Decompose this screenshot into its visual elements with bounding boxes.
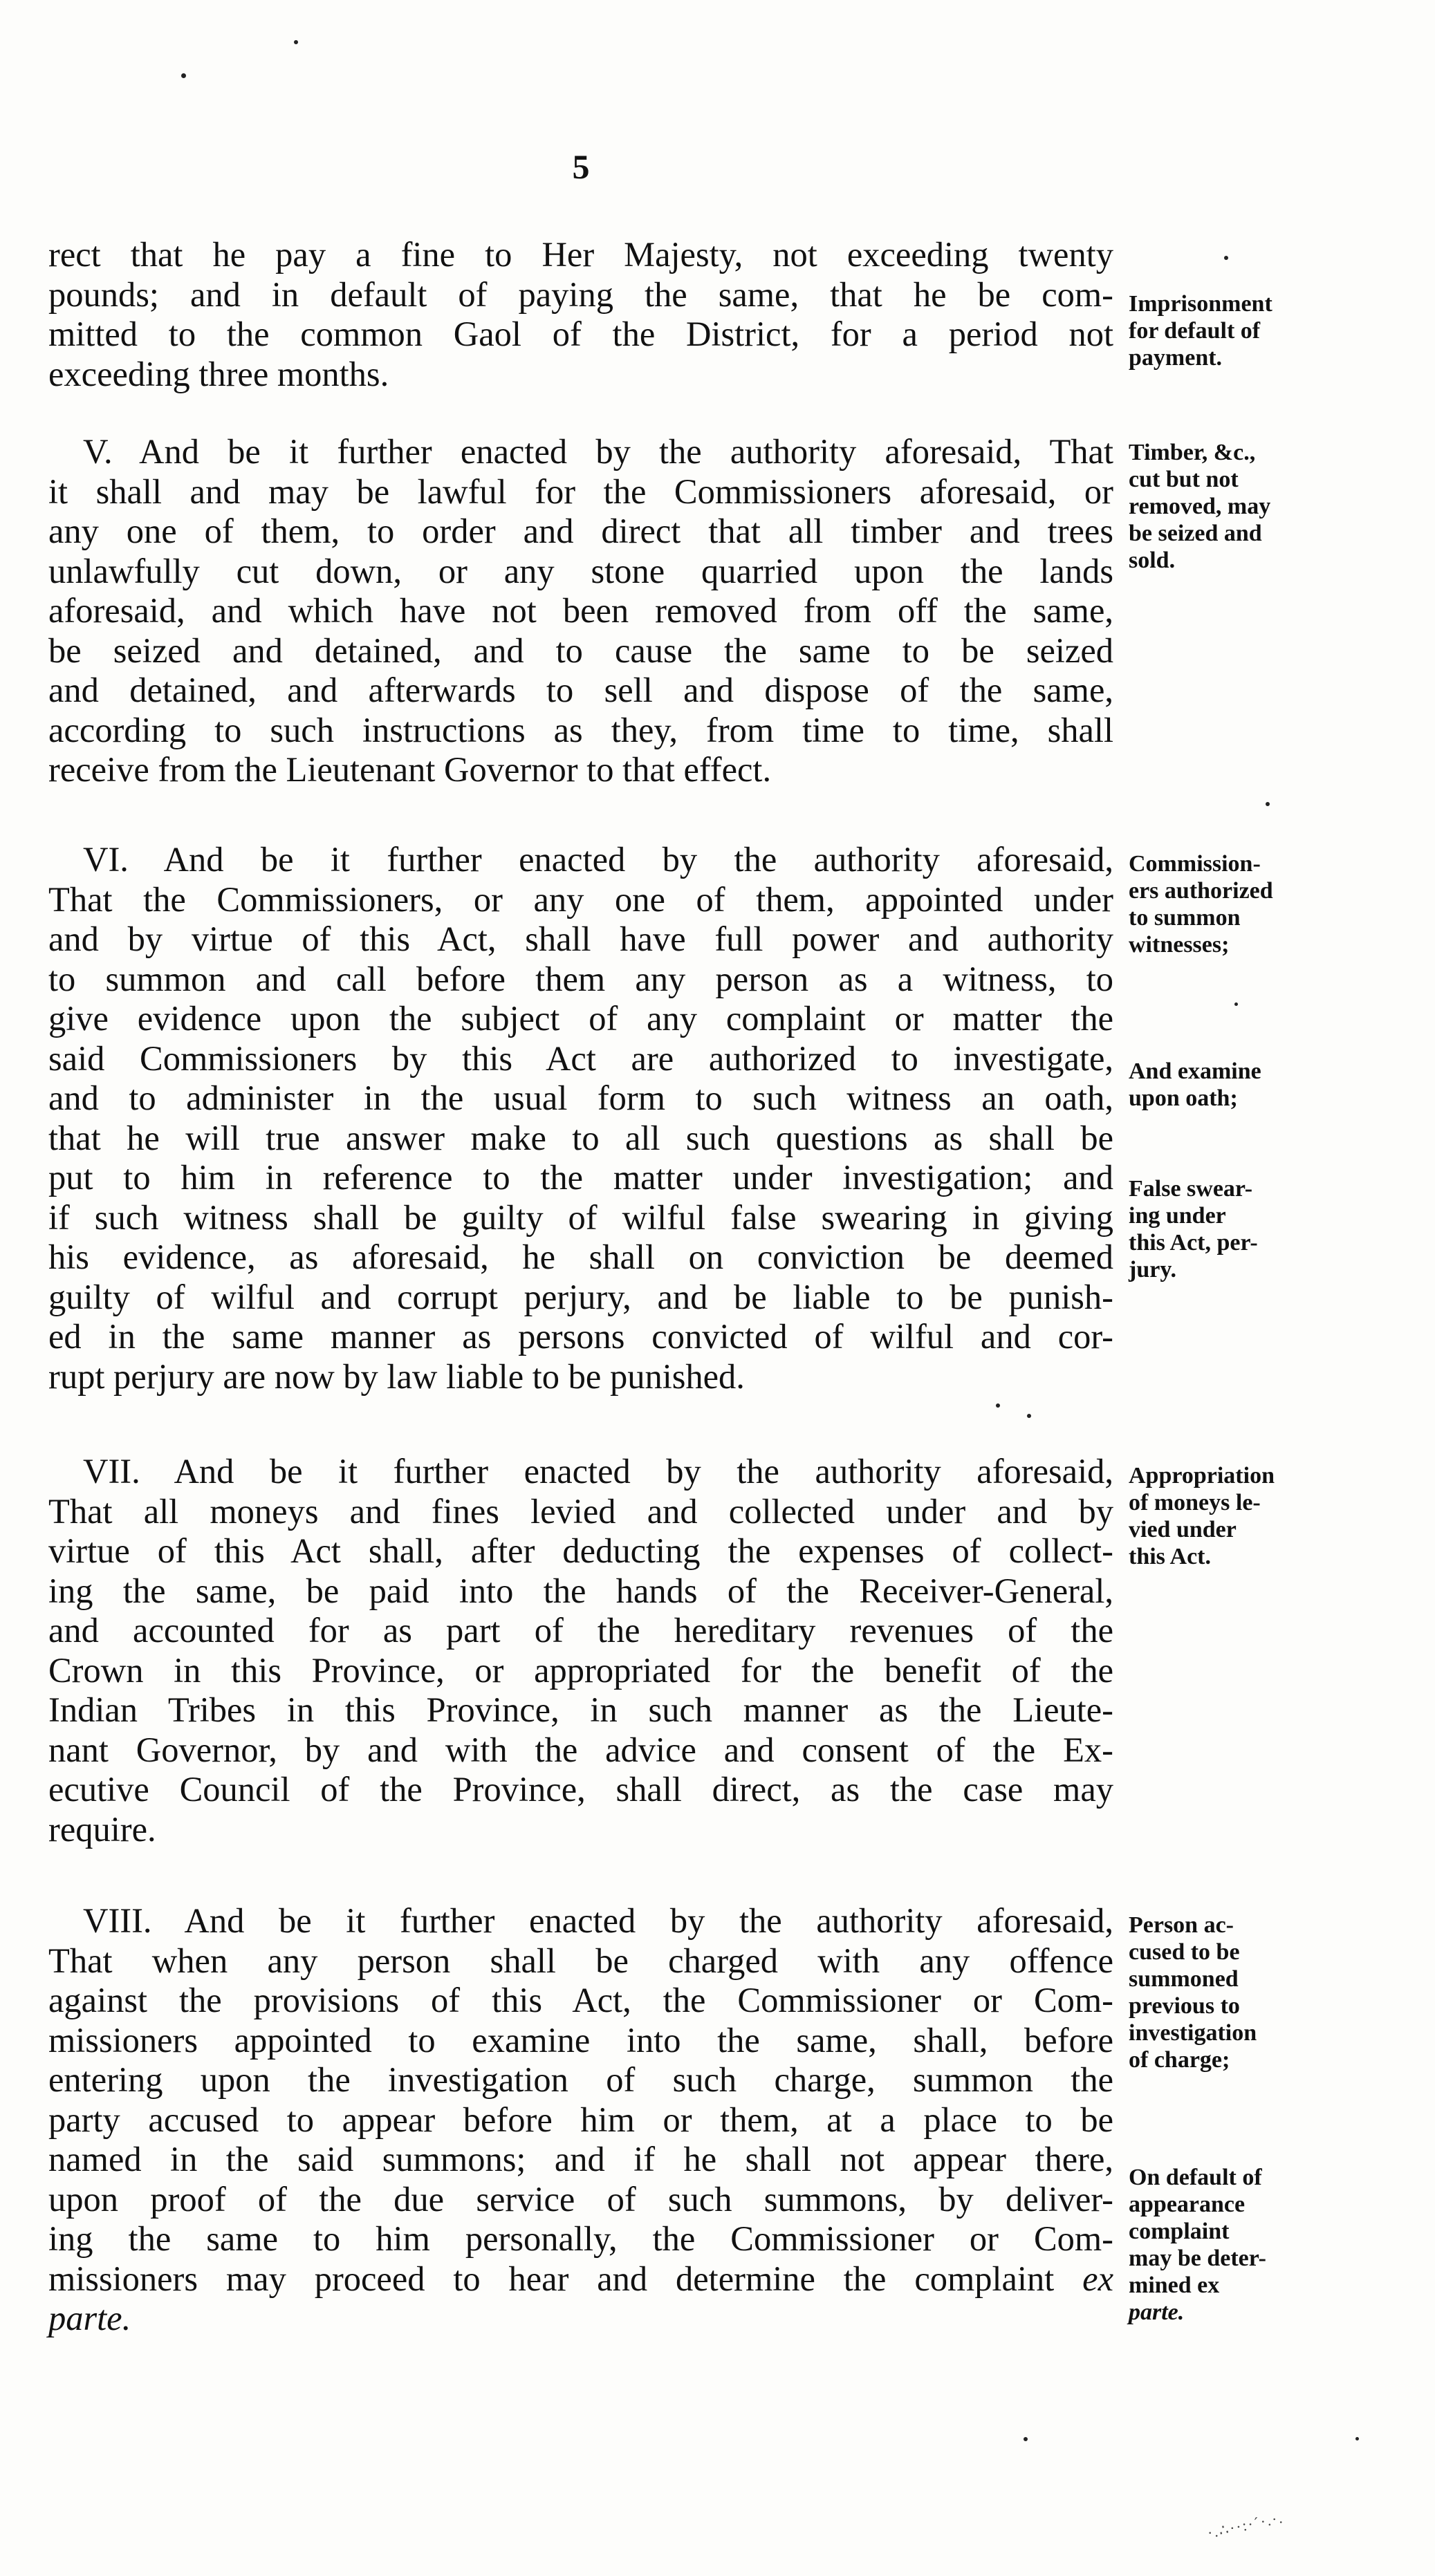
ink-speck [294, 40, 298, 44]
text-line: to summon and call before them any person as a witness, to [48, 959, 1113, 998]
ink-speck [1024, 2437, 1028, 2441]
text-line: exceeding three months. [48, 354, 389, 393]
text-line: VIII. And be it further enacted by the authority aforesaid, [83, 1901, 1113, 1940]
sidenote-person-accused [1129, 1912, 1405, 2073]
text-line: pounds; and in default of paying the same, that he be com- [48, 274, 1113, 314]
sidenote-line: cut but not [1129, 467, 1239, 492]
text-line: his evidence, as aforesaid, he shall on conviction be deemed [48, 1238, 1113, 1276]
ink-speck [181, 73, 186, 78]
ink-speck [1355, 2437, 1359, 2440]
text-line: if such witness shall be guilty of wilful false swearing in giving [48, 1197, 1113, 1237]
text-line: and by virtue of this Act, shall have full power and authority [48, 920, 1113, 958]
text-line: VI. And be it further enacted by the authority aforesaid, [83, 840, 1113, 879]
text-line: be seized and detained, and to cause the same to be seized [48, 631, 1113, 670]
sidenote-line: Appropriation [1129, 1463, 1275, 1488]
ink-speck [1224, 256, 1228, 260]
text-line: according to such instructions as they, from time to time, shall [48, 710, 1113, 749]
text-line: V. And be it further enacted by the authority aforesaid, That [83, 432, 1113, 471]
text-line: and to administer in the usual form to such witness an oath, [48, 1079, 1113, 1117]
sidenote-line: of moneys le- [1129, 1490, 1261, 1515]
sidenote-line: for default of [1129, 318, 1261, 344]
text-line: ed in the same manner as persons convicted of wilful and cor- [48, 1317, 1113, 1356]
text-line: and detained, and afterwards to sell and dispose of the same, [48, 671, 1113, 709]
text-line: party accused to appear before him or them, at a place to be [48, 2100, 1113, 2139]
text-line: Indian Tribes in this Province, in such manner as the Lieute- [48, 1690, 1113, 1729]
sidenote-line: ing under [1129, 1203, 1226, 1229]
text-line: rect that he pay a fine to Her Majesty, not exceeding twenty [48, 235, 1113, 274]
text-line: mitted to the common Gaol of the District, for a period not [48, 315, 1113, 353]
sidenote-line: removed, may [1129, 494, 1271, 519]
text-line: give evidence upon the subject of any complaint or matter the [48, 999, 1113, 1038]
text-line: require. [48, 1809, 156, 1849]
text-line: VII. And be it further enacted by the authority aforesaid, [83, 1452, 1113, 1491]
text-line: Crown in this Province, or appropriated for the benefit of the [48, 1650, 1113, 1690]
sidenote-line: parte. [1129, 2299, 1185, 2325]
text-line: ecutive Council of the Province, shall direct, as the case may [48, 1770, 1113, 1809]
sidenote-line: may be deter- [1129, 2246, 1266, 2271]
text-line: ing the same, be paid into the hands of the Receiver-General, [48, 1571, 1113, 1610]
sidenote-line: ers authorized [1129, 878, 1273, 904]
paragraph-section-vi [48, 840, 1113, 1397]
scan-smudge: ·.∴··:·´·.·. [1205, 2508, 1286, 2542]
text-line: that he will true answer make to all such questions as shall be [48, 1118, 1113, 1157]
sidenote-line: jury. [1129, 1257, 1176, 1282]
text-line: and accounted for as part of the hereditary revenues of the [48, 1611, 1113, 1650]
text-line: missioners appointed to examine into the same, shall, before [48, 2020, 1113, 2060]
sidenote-line: this Act. [1129, 1544, 1211, 1569]
text-line: put to him in reference to the matter under investigation; and [48, 1158, 1113, 1197]
sidenote-line: False swear- [1129, 1176, 1253, 1202]
paragraph-section-v [48, 432, 1113, 790]
paragraph-section-vii [48, 1452, 1113, 1849]
sidenote-line: mined ex [1129, 2272, 1220, 2298]
text-line: ing the same to him personally, the Commissioner or Com- [48, 2219, 1113, 2258]
text-line: receive from the Lieutenant Governor to that effect. [48, 750, 772, 789]
text-line [48, 2299, 1113, 2339]
text-line-body: missioners may proceed to hear and determine the complaint [48, 2259, 1055, 2298]
text-line: said Commissioners by this Act are authorized to investigate, [48, 1038, 1113, 1078]
sidenote-line: of charge; [1129, 2047, 1230, 2073]
sidenote-line: be seized and [1129, 521, 1262, 546]
text-line [48, 2259, 1113, 2299]
text-line: aforesaid, and which have not been removed from off the same, [48, 591, 1113, 630]
ink-speck [1234, 1002, 1238, 1006]
italic-term: parte. [48, 2299, 131, 2337]
sidenote-line: Timber, &c., [1129, 440, 1256, 465]
text-line: nant Governor, by and with the advice and consent of the Ex- [48, 1730, 1113, 1769]
sidenote-line: cused to be [1129, 1939, 1240, 1965]
sidenote-line: On default of [1129, 2165, 1262, 2190]
text-line: unlawfully cut down, or any stone quarried upon the lands [48, 551, 1113, 590]
sidenote-imprisonment [1129, 290, 1405, 371]
sidenote-line: previous to [1129, 1993, 1240, 2019]
text-line: rupt perjury are now by law liable to be punished. [48, 1356, 745, 1396]
text-line: against the provisions of this Act, the Commissioner or Com- [48, 1981, 1113, 2019]
sidenote-line: vied under [1129, 1517, 1237, 1542]
ink-speck [1027, 1414, 1031, 1418]
sidenote-examine-oath [1129, 1058, 1405, 1112]
page-number: 5 [572, 147, 590, 186]
paragraph-continuation [48, 235, 1113, 394]
text-line: virtue of this Act shall, after deducting the expenses of collect- [48, 1531, 1113, 1570]
text-line: That when any person shall be charged with any offence [48, 1941, 1113, 1980]
sidenote-line: Imprisonment [1129, 291, 1272, 317]
text-line: entering upon the investigation of such charge, summon the [48, 2060, 1113, 2099]
ink-speck [1266, 802, 1270, 806]
text-line: it shall and may be lawful for the Commissioners aforesaid, or [48, 472, 1113, 511]
sidenote-default-appearance [1129, 2164, 1405, 2326]
paragraph-section-viii [48, 1901, 1113, 2339]
sidenote-line: witnesses; [1129, 932, 1230, 958]
text-line: guilty of wilful and corrupt perjury, and be liable to be punish- [48, 1277, 1113, 1316]
sidenote-false-swearing [1129, 1175, 1405, 1283]
text-line: named in the said summons; and if he shall not appear there, [48, 2140, 1113, 2178]
sidenote-line: Person ac- [1129, 1912, 1234, 1938]
sidenote-line: sold. [1129, 548, 1176, 573]
sidenote-line: investigation [1129, 2020, 1257, 2046]
sidenote-line: summoned [1129, 1966, 1239, 1992]
text-line: upon proof of the due service of such summons, by deliver- [48, 2179, 1113, 2219]
text-line: That all moneys and fines levied and collected under and by [48, 1491, 1113, 1531]
sidenote-line: And examine [1129, 1058, 1261, 1084]
sidenote-line: appearance [1129, 2192, 1246, 2217]
italic-term: ex [1082, 2259, 1113, 2298]
sidenote-timber-seized [1129, 439, 1405, 574]
sidenote-line: Commission- [1129, 851, 1261, 877]
sidenote-line: complaint [1129, 2219, 1230, 2244]
sidenote-appropriation [1129, 1462, 1405, 1570]
sidenote-line: this Act, per- [1129, 1230, 1258, 1256]
ink-speck [996, 1403, 1000, 1408]
sidenote-line: to summon [1129, 905, 1241, 931]
sidenote-line: payment. [1129, 345, 1223, 371]
sidenote-line: upon oath; [1129, 1085, 1238, 1111]
text-line: That the Commissioners, or any one of them, appointed under [48, 879, 1113, 919]
text-line: any one of them, to order and direct that all timber and trees [48, 512, 1113, 550]
sidenote-commissioners-summon [1129, 850, 1405, 958]
